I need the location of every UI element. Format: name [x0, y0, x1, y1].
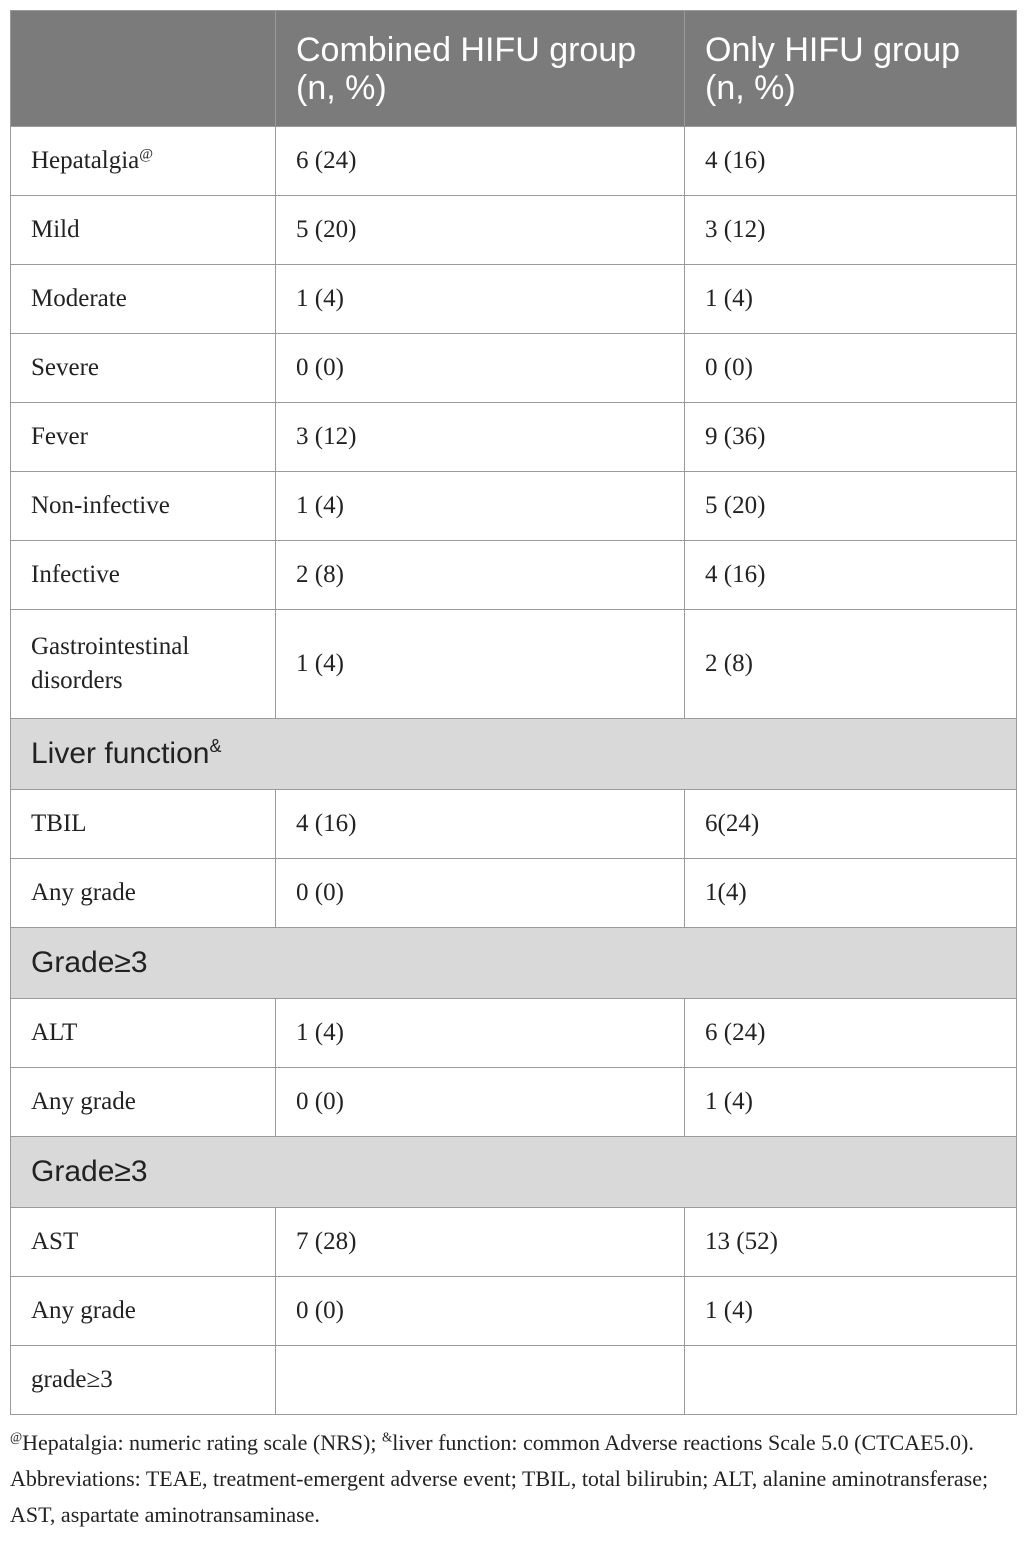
table-row: [11, 1277, 1017, 1346]
combined-value: 7 (28): [276, 1208, 685, 1277]
combined-value: 0 (0): [276, 1277, 685, 1346]
combined-value: 2 (8): [276, 541, 685, 610]
row-label: grade≥3: [11, 1346, 276, 1415]
only-value: 6 (24): [685, 999, 1017, 1068]
combined-value: 5 (20): [276, 196, 685, 265]
only-value: 13 (52): [685, 1208, 1017, 1277]
header-only-hifu: Only HIFU group (n, %): [685, 11, 1017, 127]
combined-value: 0 (0): [276, 859, 685, 928]
footnote-marker: @: [139, 146, 154, 163]
only-value: 4 (16): [685, 127, 1017, 196]
row-label: Infective: [11, 541, 276, 610]
table-row: [11, 196, 1017, 265]
only-value: 9 (36): [685, 403, 1017, 472]
only-value: 3 (12): [685, 196, 1017, 265]
row-label: Any grade: [11, 1068, 276, 1137]
table-row: [11, 541, 1017, 610]
footnote-marker: &: [381, 1429, 393, 1445]
table-row: [11, 403, 1017, 472]
footnote-marker: &: [209, 736, 222, 756]
combined-value: 3 (12): [276, 403, 685, 472]
only-value: 0 (0): [685, 334, 1017, 403]
row-label: Moderate: [11, 265, 276, 334]
table-header-row: [11, 11, 1017, 127]
section-row-liver-function: [11, 719, 1017, 790]
table-row: [11, 999, 1017, 1068]
combined-value: 1 (4): [276, 472, 685, 541]
only-value: [685, 1346, 1017, 1415]
combined-value: 0 (0): [276, 334, 685, 403]
footnote-hepatalgia: Hepatalgia: numeric rating scale (NRS);: [22, 1430, 382, 1455]
combined-value: 1 (4): [276, 265, 685, 334]
only-value: 1 (4): [685, 265, 1017, 334]
footnote-marker: @: [10, 1429, 23, 1445]
footnote-liver-function: liver function: common Adverse reactions Scale 5.0 (CTCAE5.0). Abbreviations: TEAE, treatment-emergent adverse event; TBIL, total bilirubin; ALT, alanine aminotransferase; AST, aspartate aminotransaminase.: [10, 1430, 989, 1527]
row-label: Fever: [11, 403, 276, 472]
section-row-grade: [11, 928, 1017, 999]
row-label: Hepatalgia: [31, 147, 140, 174]
row-label-cell: [11, 127, 276, 196]
only-value: 5 (20): [685, 472, 1017, 541]
table-row: [11, 334, 1017, 403]
header-empty-cell: [11, 11, 276, 127]
only-value: 4 (16): [685, 541, 1017, 610]
section-row-grade: [11, 1137, 1017, 1208]
only-value: 1 (4): [685, 1068, 1017, 1137]
combined-value: 1 (4): [276, 610, 685, 719]
combined-value: [276, 1346, 685, 1415]
combined-value: 4 (16): [276, 790, 685, 859]
only-value: 1(4): [685, 859, 1017, 928]
table-row: [11, 1346, 1017, 1415]
row-label: Severe: [11, 334, 276, 403]
row-label: Mild: [11, 196, 276, 265]
table-footnote: [10, 1425, 1016, 1533]
combined-value: 6 (24): [276, 127, 685, 196]
table-row: [11, 472, 1017, 541]
section-label: Grade≥3: [11, 928, 1017, 999]
only-value: 1 (4): [685, 1277, 1017, 1346]
table-row: [11, 790, 1017, 859]
table-row: [11, 610, 1017, 719]
row-label: TBIL: [11, 790, 276, 859]
only-value: 2 (8): [685, 610, 1017, 719]
only-value: 6(24): [685, 790, 1017, 859]
row-label: AST: [11, 1208, 276, 1277]
section-label: Liver function: [31, 737, 210, 770]
row-label: ALT: [11, 999, 276, 1068]
table-row: [11, 1068, 1017, 1137]
adverse-events-table: [10, 10, 1017, 1415]
header-combined-hifu: Combined HIFU group (n, %): [276, 11, 685, 127]
section-label-cell: [11, 719, 1017, 790]
section-label: Grade≥3: [11, 1137, 1017, 1208]
table-row: [11, 1208, 1017, 1277]
table-row: [11, 127, 1017, 196]
combined-value: 0 (0): [276, 1068, 685, 1137]
table-row: [11, 265, 1017, 334]
adverse-events-table-container: [10, 10, 1016, 1415]
row-label: Any grade: [11, 859, 276, 928]
row-label: Any grade: [11, 1277, 276, 1346]
combined-value: 1 (4): [276, 999, 685, 1068]
table-row: [11, 859, 1017, 928]
row-label: Non-infective: [11, 472, 276, 541]
row-label: Gastrointestinal disorders: [11, 610, 276, 719]
